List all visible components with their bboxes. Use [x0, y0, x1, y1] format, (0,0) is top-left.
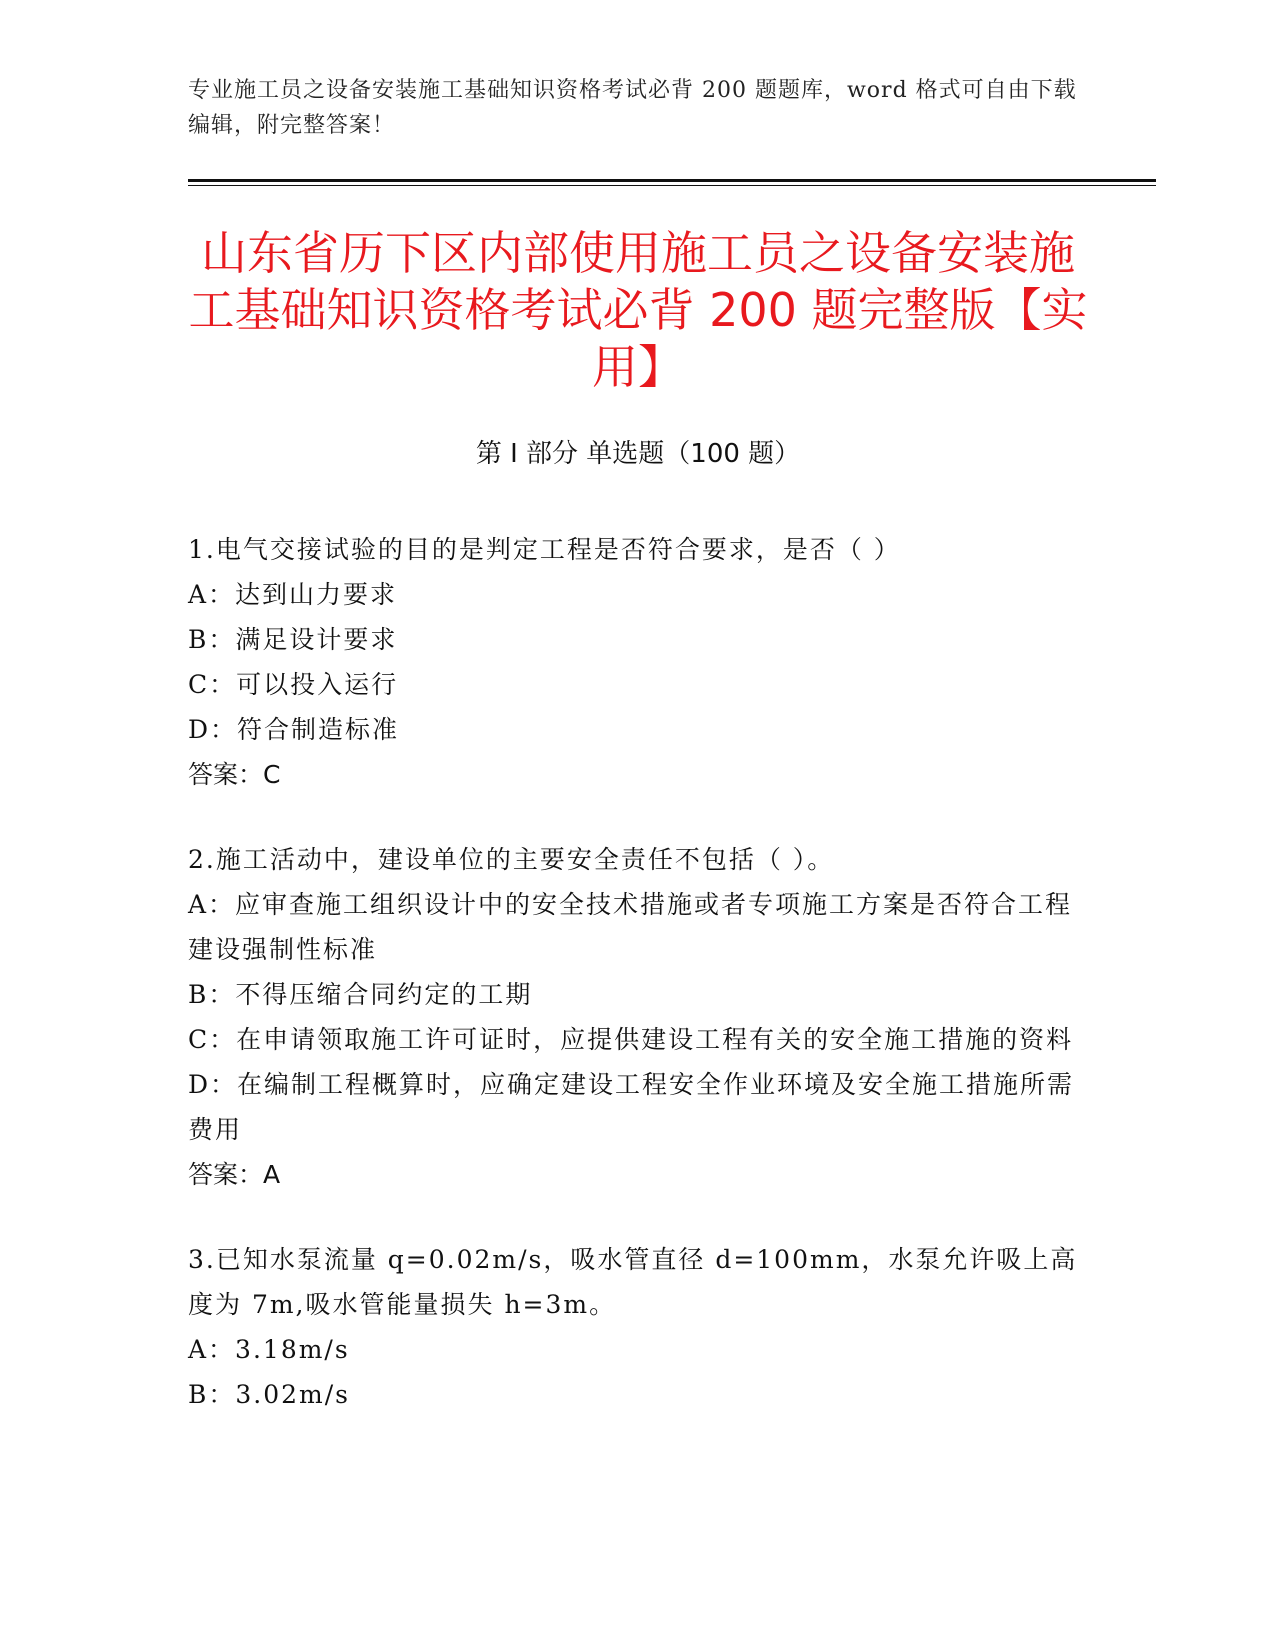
option-a: A：3.18m/s — [188, 1335, 350, 1364]
header-divider-thick — [188, 179, 1156, 182]
answer: 答案：A — [188, 1160, 281, 1189]
question-1 — [188, 527, 1088, 797]
option-d: D：符合制造标准 — [188, 715, 400, 744]
header-note: 专业施工员之设备安装施工基础知识资格考试必背 200 题题库，word 格式可自由下载编辑，附完整答案！ — [188, 78, 1077, 138]
question-stem: 1.电气交接试验的目的是判定工程是否符合要求，是否（ ） — [188, 535, 901, 564]
option-a: A：应审查施工组织设计中的安全技术措施或者专项施工方案是否符合工程建设强制性标准 — [188, 890, 1073, 964]
question-2 — [188, 837, 1088, 1197]
question-list — [188, 527, 1088, 1457]
option-c: C：在申请领取施工许可证时，应提供建设工程有关的安全施工措施的资料 — [188, 1025, 1074, 1054]
answer: 答案：C — [188, 760, 281, 789]
option-c: C：可以投入运行 — [188, 670, 399, 699]
question-stem: 3.已知水泵流量 q=0.02m/s，吸水管直径 d=100mm，水泵允许吸上高度为 7m,吸水管能量损失 h=3m。 — [188, 1245, 1078, 1319]
question-3 — [188, 1237, 1088, 1417]
question-stem: 2.施工活动中，建设单位的主要安全责任不包括（ ）。 — [188, 845, 835, 874]
document-title: 山东省历下区内部使用施工员之设备安装施工基础知识资格考试必背 200 题完整版【实用】 — [188, 226, 1088, 394]
option-a: A：达到山力要求 — [188, 580, 398, 609]
option-d: D：在编制工程概算时，应确定建设工程安全作业环境及安全施工措施所需费用 — [188, 1070, 1075, 1144]
section-heading: 第 I 部分 单选题（100 题） — [475, 439, 801, 469]
option-b: B：满足设计要求 — [188, 625, 398, 654]
header-divider-thin — [188, 185, 1156, 186]
option-b: B：不得压缩合同约定的工期 — [188, 980, 533, 1009]
option-b: B：3.02m/s — [188, 1380, 350, 1409]
